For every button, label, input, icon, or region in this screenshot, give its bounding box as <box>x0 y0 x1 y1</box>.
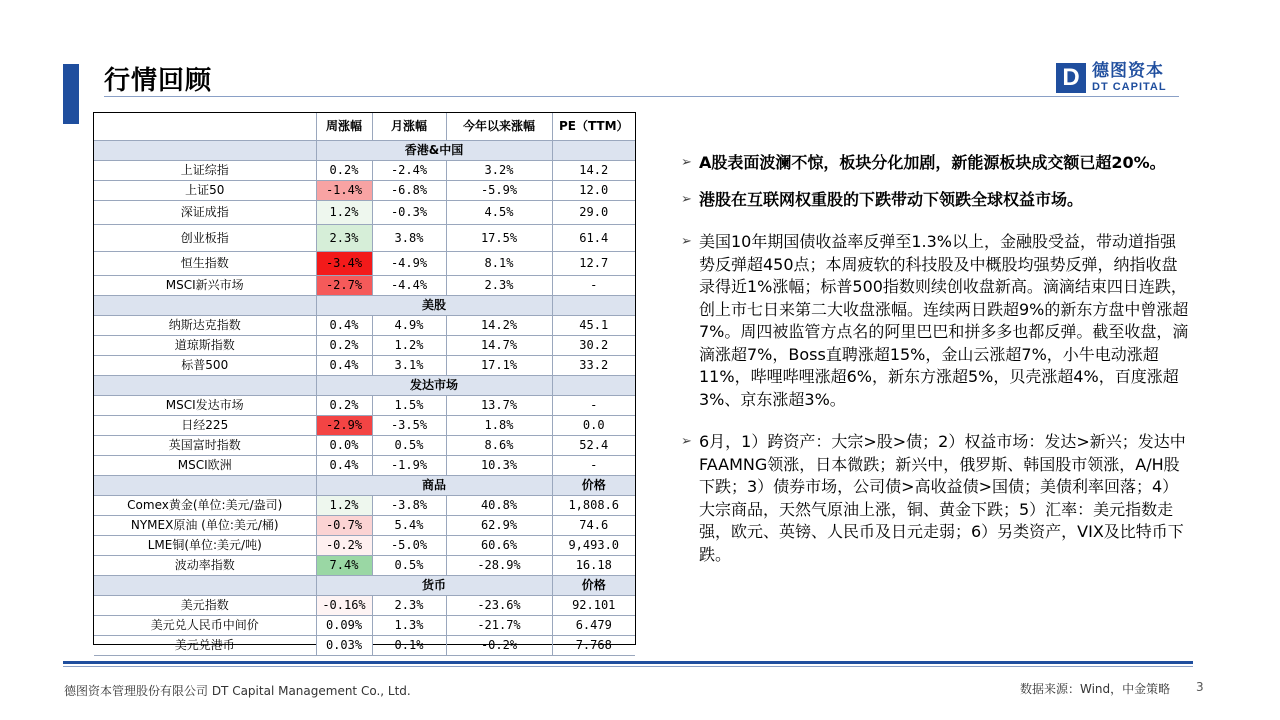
index-name: MSCI新兴市场 <box>94 276 316 296</box>
logo-name-cn: 德图资本 <box>1092 61 1164 81</box>
section-extra-header: 价格 <box>552 576 635 596</box>
column-header: PE（TTM） <box>552 113 635 141</box>
pe-or-price: 45.1 <box>552 316 635 336</box>
weekly-change: 1.2% <box>316 201 372 225</box>
weekly-change: -2.9% <box>316 416 372 436</box>
table-row <box>94 616 635 636</box>
commentary-item <box>681 152 1191 175</box>
pe-or-price: 29.0 <box>552 201 635 225</box>
commentary-item <box>681 431 1191 566</box>
pe-or-price: 61.4 <box>552 225 635 252</box>
index-name: 恒生指数 <box>94 252 316 276</box>
monthly-change: -4.4% <box>372 276 446 296</box>
table-row <box>94 225 635 252</box>
index-name: MSCI欧洲 <box>94 456 316 476</box>
arrow-bullet-icon: ➢ <box>681 234 692 249</box>
index-name: 标普500 <box>94 356 316 376</box>
table-row <box>94 416 635 436</box>
ytd-change: 8.1% <box>446 252 552 276</box>
monthly-change: 1.5% <box>372 396 446 416</box>
monthly-change: -5.0% <box>372 536 446 556</box>
table-section-row <box>94 296 635 316</box>
pe-or-price: 52.4 <box>552 436 635 456</box>
monthly-change: 1.3% <box>372 616 446 636</box>
index-name: 纳斯达克指数 <box>94 316 316 336</box>
index-name: 美元兑人民币中间价 <box>94 616 316 636</box>
index-name: 英国富时指数 <box>94 436 316 456</box>
commentary-text: A股表面波澜不惊，板块分化加剧，新能源板块成交额已超20%。 <box>699 153 1166 172</box>
monthly-change: -4.9% <box>372 252 446 276</box>
table-row <box>94 356 635 376</box>
table-row <box>94 252 635 276</box>
pe-or-price: 14.2 <box>552 161 635 181</box>
section-extra-header <box>552 141 635 161</box>
footer-divider <box>63 661 1193 664</box>
ytd-change: -23.6% <box>446 596 552 616</box>
weekly-change: 0.2% <box>316 336 372 356</box>
index-name: 日经225 <box>94 416 316 436</box>
weekly-change: -0.2% <box>316 536 372 556</box>
pe-or-price: - <box>552 456 635 476</box>
ytd-change: 3.2% <box>446 161 552 181</box>
ytd-change: -0.2% <box>446 636 552 656</box>
table-row <box>94 201 635 225</box>
pe-or-price: 12.7 <box>552 252 635 276</box>
weekly-change: 2.3% <box>316 225 372 252</box>
monthly-change: 4.9% <box>372 316 446 336</box>
ytd-change: -5.9% <box>446 181 552 201</box>
table-row <box>94 181 635 201</box>
section-spacer <box>94 141 316 161</box>
data-source-note: 数据来源：Wind，中金策略 <box>1020 682 1171 696</box>
column-header: 月涨幅 <box>372 113 446 141</box>
company-logo <box>1056 62 1167 94</box>
page-number: 3 <box>1196 680 1204 694</box>
table-row <box>94 496 635 516</box>
weekly-change: 0.4% <box>316 316 372 336</box>
index-name: MSCI发达市场 <box>94 396 316 416</box>
ytd-change: 14.7% <box>446 336 552 356</box>
monthly-change: -6.8% <box>372 181 446 201</box>
ytd-change: 13.7% <box>446 396 552 416</box>
table-row <box>94 161 635 181</box>
index-name: 美元兑港币 <box>94 636 316 656</box>
ytd-change: 17.5% <box>446 225 552 252</box>
table-section-row <box>94 576 635 596</box>
table-row <box>94 536 635 556</box>
weekly-change: 0.09% <box>316 616 372 636</box>
monthly-change: -2.4% <box>372 161 446 181</box>
monthly-change: 5.4% <box>372 516 446 536</box>
monthly-change: -0.3% <box>372 201 446 225</box>
ytd-change: 14.2% <box>446 316 552 336</box>
ytd-change: 17.1% <box>446 356 552 376</box>
pe-or-price: 12.0 <box>552 181 635 201</box>
footer-divider-thin <box>63 666 1193 667</box>
weekly-change: -0.16% <box>316 596 372 616</box>
commentary-text: 美国10年期国债收益率反弹至1.3%以上，金融股受益，带动道指强势反弹超450点；本周疲软的科技股及中概股均强势反弹，纳指收盘录得近1%涨幅；标普500指数则续创收盘新高。滴滴结束四日连跌，创上市七日来第二大收盘涨幅。连续两日跌超9%的新东方盘中曾涨超7%。周四被监管方点名的阿里巴巴和拼多多也都反弹。截至收盘，滴滴涨超7%，Boss直聘涨超15%，金山云涨超7%，小牛电动涨超11%，哔哩哔哩涨超6%，新东方涨超5%，贝壳涨超4%，百度涨超3%、京东涨超3%。 <box>699 232 1189 409</box>
weekly-change: 0.2% <box>316 396 372 416</box>
index-name: 道琼斯指数 <box>94 336 316 356</box>
monthly-change: 1.2% <box>372 336 446 356</box>
commentary-list <box>681 152 1191 580</box>
ytd-change: 4.5% <box>446 201 552 225</box>
title-divider <box>104 96 1179 97</box>
column-header: 今年以来涨幅 <box>446 113 552 141</box>
ytd-change: -21.7% <box>446 616 552 636</box>
pe-or-price: - <box>552 396 635 416</box>
weekly-change: -2.7% <box>316 276 372 296</box>
weekly-change: 0.4% <box>316 356 372 376</box>
table-row <box>94 396 635 416</box>
section-spacer <box>94 476 316 496</box>
index-name: LME铜(单位:美元/吨) <box>94 536 316 556</box>
weekly-change: 1.2% <box>316 496 372 516</box>
pe-or-price: 0.0 <box>552 416 635 436</box>
pe-or-price: 7.768 <box>552 636 635 656</box>
section-spacer <box>94 576 316 596</box>
pe-or-price: 92.101 <box>552 596 635 616</box>
index-name: 深证成指 <box>94 201 316 225</box>
section-extra-header: 价格 <box>552 476 635 496</box>
section-title: 货币 <box>316 576 552 596</box>
weekly-change: 0.4% <box>316 456 372 476</box>
index-name: 波动率指数 <box>94 556 316 576</box>
monthly-change: 2.3% <box>372 596 446 616</box>
table-section-row <box>94 476 635 496</box>
section-title: 商品 <box>316 476 552 496</box>
section-title: 美股 <box>316 296 552 316</box>
pe-or-price: 30.2 <box>552 336 635 356</box>
table-row <box>94 316 635 336</box>
monthly-change: 3.1% <box>372 356 446 376</box>
pe-or-price: - <box>552 276 635 296</box>
index-name: Comex黄金(单位:美元/盎司) <box>94 496 316 516</box>
section-extra-header <box>552 376 635 396</box>
table-row <box>94 516 635 536</box>
monthly-change: 0.5% <box>372 556 446 576</box>
section-title: 发达市场 <box>316 376 552 396</box>
table-header-row <box>94 113 635 141</box>
index-name: 美元指数 <box>94 596 316 616</box>
section-spacer <box>94 296 316 316</box>
ytd-change: 1.8% <box>446 416 552 436</box>
ytd-change: 60.6% <box>446 536 552 556</box>
ytd-change: 8.6% <box>446 436 552 456</box>
pe-or-price: 33.2 <box>552 356 635 376</box>
arrow-bullet-icon: ➢ <box>681 191 692 207</box>
table-row <box>94 336 635 356</box>
table-row <box>94 436 635 456</box>
section-extra-header <box>552 296 635 316</box>
index-name: 上证综指 <box>94 161 316 181</box>
pe-or-price: 6.479 <box>552 616 635 636</box>
commentary-item <box>681 231 1191 411</box>
logo-mark-icon: D <box>1056 63 1086 93</box>
table-row <box>94 456 635 476</box>
ytd-change: 40.8% <box>446 496 552 516</box>
weekly-change: 0.0% <box>316 436 372 456</box>
logo-name-en: DT CAPITAL <box>1092 81 1167 93</box>
table-row <box>94 556 635 576</box>
ytd-change: 62.9% <box>446 516 552 536</box>
section-title: 香港&中国 <box>316 141 552 161</box>
title-accent-bar <box>63 64 79 124</box>
arrow-bullet-icon: ➢ <box>681 434 692 449</box>
pe-or-price: 74.6 <box>552 516 635 536</box>
weekly-change: 0.2% <box>316 161 372 181</box>
weekly-change: -0.7% <box>316 516 372 536</box>
table-row <box>94 636 635 656</box>
table-row <box>94 276 635 296</box>
weekly-change: -1.4% <box>316 181 372 201</box>
ytd-change: 2.3% <box>446 276 552 296</box>
column-header: 周涨幅 <box>316 113 372 141</box>
table-section-row <box>94 141 635 161</box>
pe-or-price: 16.18 <box>552 556 635 576</box>
monthly-change: -3.8% <box>372 496 446 516</box>
monthly-change: -3.5% <box>372 416 446 436</box>
pe-or-price: 9,493.0 <box>552 536 635 556</box>
table-section-row <box>94 376 635 396</box>
section-spacer <box>94 376 316 396</box>
index-name: 上证50 <box>94 181 316 201</box>
arrow-bullet-icon: ➢ <box>681 155 692 170</box>
footer-company: 德图资本管理股份有限公司 DT Capital Management Co., Ltd. <box>64 684 411 698</box>
column-header <box>94 113 316 141</box>
commentary-item <box>681 189 1191 212</box>
market-table <box>93 112 636 652</box>
monthly-change: -1.9% <box>372 456 446 476</box>
weekly-change: -3.4% <box>316 252 372 276</box>
page-title: 行情回顾 <box>104 66 213 96</box>
weekly-change: 7.4% <box>316 556 372 576</box>
index-name: NYMEX原油 (单位:美元/桶) <box>94 516 316 536</box>
ytd-change: 10.3% <box>446 456 552 476</box>
monthly-change: 0.1% <box>372 636 446 656</box>
ytd-change: -28.9% <box>446 556 552 576</box>
index-name: 创业板指 <box>94 225 316 252</box>
monthly-change: 3.8% <box>372 225 446 252</box>
pe-or-price: 1,808.6 <box>552 496 635 516</box>
monthly-change: 0.5% <box>372 436 446 456</box>
commentary-text: 6月，1）跨资产：大宗>股>债；2）权益市场：发达>新兴；发达中FAAMNG领涨，日本微跌；新兴中，俄罗斯、韩国股市领涨，A/H股下跌；3）债券市场，公司债>高收益债>国债；美债利率回落；4）大宗商品，天然气原油上涨，铜、黄金下跌；5）汇率：美元指数走强，欧元、英镑、人民币及日元走弱；6）另类资产，VIX及比特币下跌。 <box>699 432 1186 564</box>
weekly-change: 0.03% <box>316 636 372 656</box>
commentary-text: 港股在互联网权重股的下跌带动下领跌全球权益市场。 <box>699 189 1084 209</box>
table-row <box>94 596 635 616</box>
